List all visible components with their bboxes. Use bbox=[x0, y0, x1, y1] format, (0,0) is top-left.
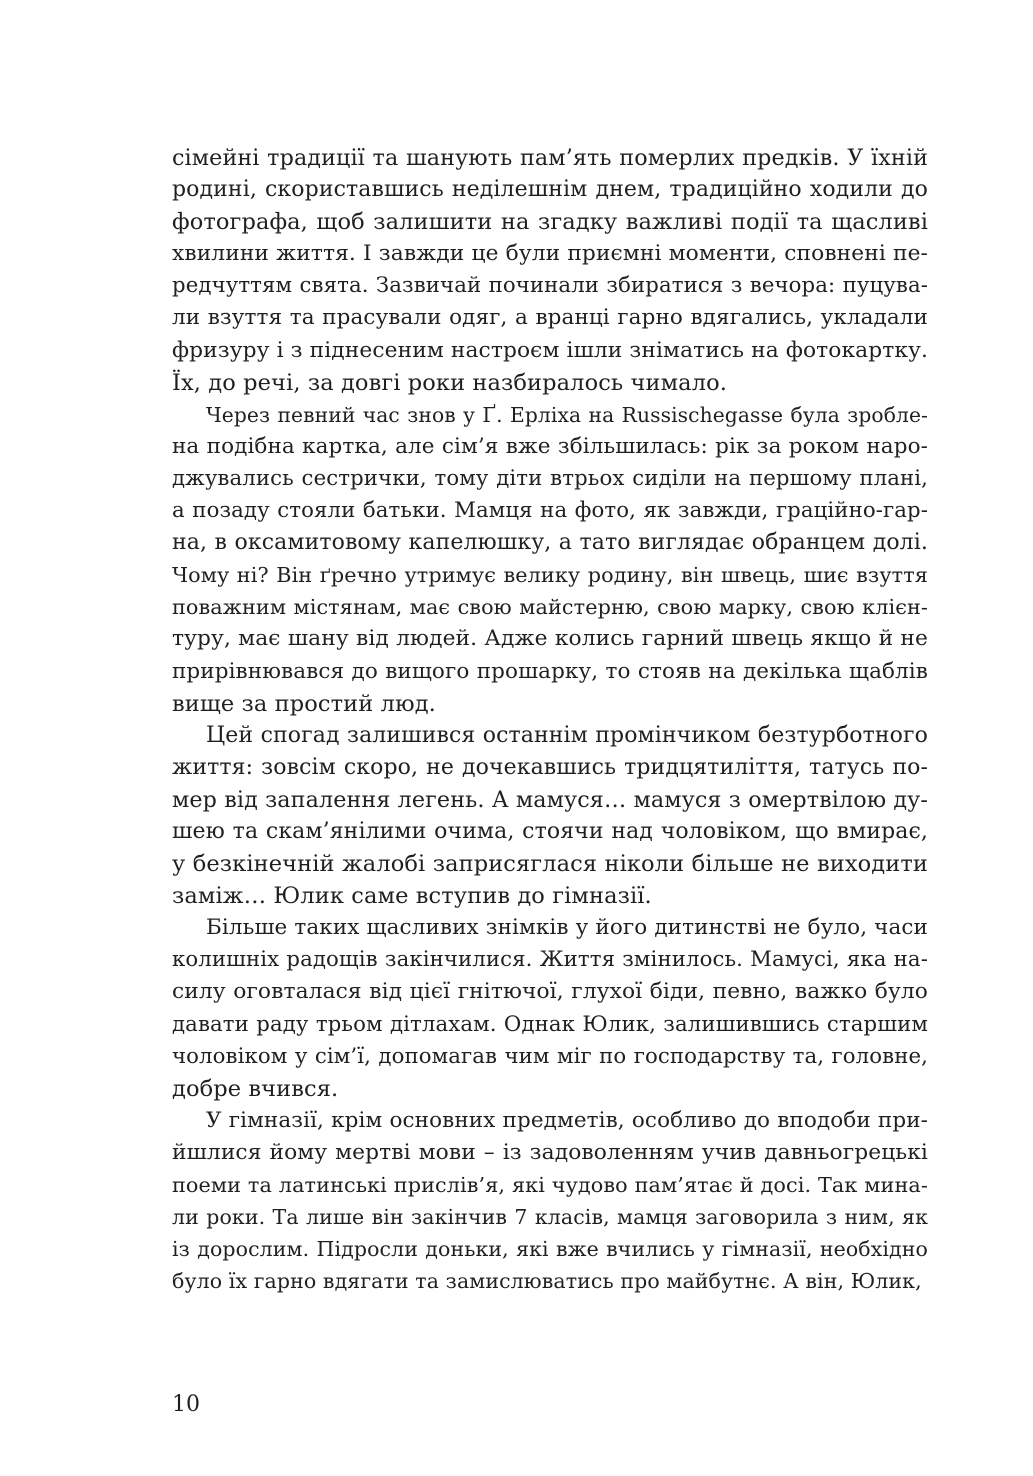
text-line: на, в оксамитовому капелюшку, а тато виглядає обранцем долі. bbox=[172, 530, 928, 556]
paragraph bbox=[172, 399, 928, 720]
paragraph bbox=[172, 1105, 928, 1298]
text-line: Цей спогад залишився останнім промінчиком безтурботного bbox=[206, 722, 928, 748]
text-line: прирівнювався до вищого прошарку, то стояв на декілька щаблів bbox=[172, 658, 928, 684]
text-line: ли роки. Та лише він закінчив 7 класів, мамця заговорила з ним, як bbox=[172, 1205, 928, 1230]
text-line: силу оговталася від цієї гнітючої, глухої біди, певно, важко було bbox=[172, 979, 928, 1005]
text-line: туру, має шану від людей. Адже колись гарний швець якщо й не bbox=[172, 626, 928, 652]
text-line: Через певний час знов у Ґ. Ерліха на Russischegasse була зробле- bbox=[206, 402, 928, 427]
paragraph bbox=[172, 720, 928, 913]
text-line: вище за простий люд. bbox=[172, 690, 436, 717]
text-line: було їх гарно вдягати та замислюватись про майбутнє. А він, Юлик, bbox=[172, 1269, 922, 1294]
text-line: редчуттям свята. Зазвичай починали збиратися з вечора: пуцува- bbox=[172, 273, 928, 299]
text-line: родині, скориставшись неділешнім днем, традиційно ходили до bbox=[172, 177, 928, 203]
text-line: Більше таких щасливих знімків у його дитинстві не було, часи bbox=[206, 915, 928, 941]
text-line: поеми та латинські прислів’я, які чудово пам’ятає й досі. Так мина- bbox=[172, 1173, 928, 1197]
text-line: сімейні традиції та шанують пам’ять померлих предків. У їхній bbox=[172, 145, 928, 171]
text-line: добре вчився. bbox=[172, 1075, 339, 1102]
text-line: ли взуття та прасували одяг, а вранці гарно вдягались, укладали bbox=[172, 305, 928, 331]
text-line: Чому ні? Він ґречно утримує велику родину, він швець, шиє взуття bbox=[172, 563, 928, 588]
text-line: хвилини життя. І завжди це були приємні моменти, сповнені пе- bbox=[172, 241, 928, 267]
text-line: джувались сестрички, тому діти втрьох сиділи на першому плані, bbox=[172, 465, 928, 491]
body-text bbox=[172, 142, 928, 1297]
text-line: колишніх радощів закінчилися. Життя змінилось. Мамусі, яка на- bbox=[172, 947, 928, 973]
text-line: давати раду трьом дітлахам. Однак Юлик, залишившись старшим bbox=[172, 1011, 928, 1037]
text-line: життя: зовсім скоро, не дочекавшись тридцятиліття, татусь по- bbox=[172, 754, 928, 780]
text-line: шею та скам’янілими очима, стоячи над чоловіком, що вмирає, bbox=[172, 818, 928, 844]
text-line: а позаду стояли батьки. Мамця на фото, як завжди, граційно-гар- bbox=[172, 498, 928, 524]
page-number: 10 bbox=[172, 1392, 200, 1417]
paragraph bbox=[172, 912, 928, 1105]
paragraph bbox=[172, 142, 928, 399]
text-line: фризуру і з піднесеним настроєм ішли зніматись на фотокартку. bbox=[172, 337, 928, 363]
text-line: йшлися йому мертві мови – із задоволенням учив давньогрецькі bbox=[172, 1139, 928, 1165]
text-line: мер від запалення легень. А мамуся… мамуся з омертвілою ду- bbox=[172, 786, 928, 813]
text-line: із дорослим. Підросли доньки, які вже вчились у гімназії, необхідно bbox=[172, 1237, 928, 1262]
text-line: у безкінечній жалобі заприсяглася ніколи більше не виходити bbox=[172, 851, 928, 878]
text-line: заміж… Юлик саме вступив до гімназії. bbox=[172, 883, 652, 910]
text-line: чоловіком у сім’ї, допомагав чим міг по господарству та, головне, bbox=[172, 1043, 928, 1069]
text-line: фотографа, щоб залишити на згадку важливі події та щасливі bbox=[172, 209, 928, 236]
text-line: У гімназії, крім основних предметів, особливо до вподоби при- bbox=[206, 1107, 928, 1133]
text-line: на подібна картка, але сім’я вже збільшилась: рік за роком наро- bbox=[172, 433, 928, 459]
text-line: Їх, до речі, за довгі роки назбиралось чимало. bbox=[172, 369, 727, 396]
text-line: поважним містянам, має свою майстерню, свою марку, свою клієн- bbox=[172, 595, 928, 620]
